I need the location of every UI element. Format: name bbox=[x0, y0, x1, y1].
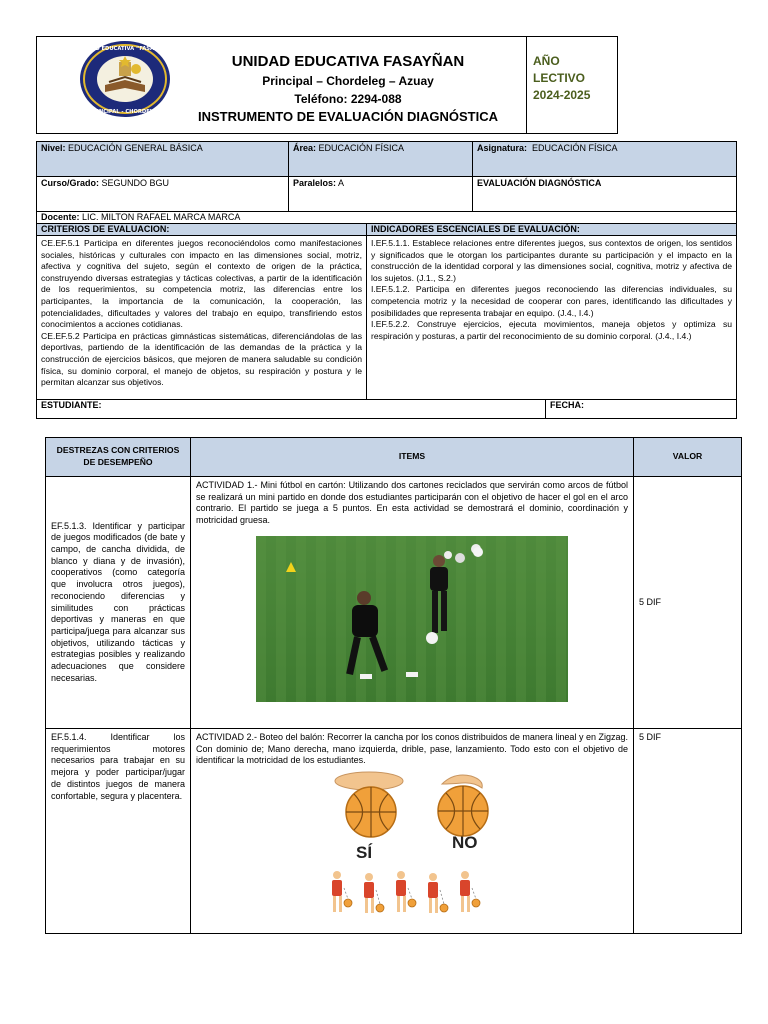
docente-value: LIC. MILTON RAFAEL MARCA MARCA bbox=[82, 212, 241, 222]
col-valor: VALOR bbox=[634, 438, 742, 477]
indicador-2: I.EF.5.1.2. Participa en diferentes juegos reconociendo las diferencias individuales, su competencia motriz y la necesidad de cooperar con pares, identificando las dificultades y posibilidades que representa trabajar en equipo. (J.4., I.4.) bbox=[371, 284, 733, 318]
destreza-1: EF.5.1.3. Identificar y participar de juegos modificados (de bate y campo, de cancha dividida, de blanco y diana y de invasión), cooperativos (como categoría que involucra otros juegos), reconociendo diferencias y similitudes con prácticas deportivas y maneras en que participa/juega para alcanzar sus objetivos, utilizando tácticas y estrategias posibles y realizando adecuaciones que considere necesarias. bbox=[46, 477, 191, 729]
school-phone: Teléfono: 2294-088 bbox=[294, 92, 402, 106]
paralelos-value: A bbox=[338, 178, 345, 188]
info-row-headers bbox=[37, 224, 737, 236]
col-items: ITEMS bbox=[191, 438, 634, 477]
nivel-cell bbox=[37, 142, 289, 177]
curso-cell bbox=[37, 177, 289, 212]
docente-label: Docente: bbox=[41, 212, 80, 222]
area-cell bbox=[289, 142, 473, 177]
header-box bbox=[36, 36, 618, 134]
items-header-row bbox=[46, 438, 742, 477]
indicadores-cell bbox=[367, 236, 737, 400]
school-year-line2: LECTIVO bbox=[533, 71, 586, 85]
label-si: SÍ bbox=[356, 843, 373, 862]
actividad-2: ACTIVIDAD 2.- Boteo del balón: Recorrer la cancha por los conos distribuidos de manera lineal y en Zigzag. Con dominio de; Mano derecha, mano izquierda, drible, pase, lanzamiento. Todo esto con el objetivo de identificar la motricidad de los estudiantes. bbox=[196, 732, 628, 766]
actividad-1: ACTIVIDAD 1.- Mini fútbol en cartón: Utilizando dos cartones reciclados que servirán como arcos de fútbol se realizará un mini partido en donde dos estudiantes participarán con el objetivo de hacer el gol en el arco contrario. El partido se juega a 5 puntos. En esta actividad se demostrará el dominio, coordinación y motricidad gruesa. bbox=[196, 480, 628, 526]
destreza-2: EF.5.1.4. Identificar los requerimientos motores necesarios para trabajar en su mejora y poder participar/jugar de distintos juegos de manera confortable, segura y placentera. bbox=[46, 729, 191, 934]
evaluacion-cell: EVALUACIÓN DIAGNÓSTICA bbox=[473, 177, 737, 212]
criterio-2: CE.EF.5.2 Participa en prácticas gimnásticas sistemáticas, diferenciándolas de las deportivas, partiendo de la identificación de las demandas de la práctica y la construcción de ejercicios básicos, que mejoren de manera saludable su condición física, su dominio corporal, el manejo de objetos, su respiración y postura y le permitan alcanzar sus objetivos. bbox=[41, 330, 362, 388]
criterio-1: CE.EF.5.1 Participa en diferentes juegos reconociéndolos como manifestaciones sociales, históricas y culturales con impacto en las dimensiones social, motriz, afectiva y cognitiva del sujeto, según el contexto de origen de la práctica, construyendo diversas estrategias y tácticas colectivas, a partir de la identificación de los requerimientos, su competencia motriz, las diferencias entre los participantes, la importancia de la comunicación, la cooperación, las potencialidades, dificultades y valores del trabajo en equipo, transfiriendo estos conocimientos a acciones cotidianas. bbox=[41, 238, 362, 330]
criterios-cell bbox=[37, 236, 367, 400]
area-label: Área: bbox=[293, 143, 317, 153]
svg-text:UNIDAD EDUCATIVA “FASAYÑAN”: UNIDAD EDUCATIVA “FASAYÑAN” bbox=[79, 46, 171, 52]
curso-value: SEGUNDO BGU bbox=[101, 178, 170, 188]
asignatura-label: Asignatura: bbox=[477, 143, 528, 153]
info-row-docente bbox=[37, 212, 737, 224]
estudiante-cell: ESTUDIANTE: bbox=[37, 400, 546, 419]
valor-1: 5 DIF bbox=[634, 477, 742, 729]
dribble-illustration bbox=[324, 770, 500, 932]
school-logo bbox=[79, 40, 171, 118]
indicador-3: I.EF.5.2.2. Construye ejercicios, ejecuta movimientos, maneja objetos y optimiza su respiración y posturas, a partir del reconocimiento de su dominio corporal. (J.4., I.4.) bbox=[371, 319, 733, 341]
col-destrezas: DESTREZAS CON CRITERIOS DE DESEMPEÑO bbox=[46, 438, 191, 477]
docente-cell bbox=[37, 212, 737, 224]
criterios-header: CRITERIOS DE EVALUACION: bbox=[37, 224, 367, 236]
fecha-cell: FECHA: bbox=[546, 400, 737, 419]
indicador-1: I.EF.5.1.1. Establece relaciones entre diferentes juegos, sus contextos de origen, los sentidos y significados que le otorgan los participantes durante su participación y el impacto en la construcción de la identidad corporal y las dimensiones social, cognitiva, motriz y afectiva de los sujetos. (J.1., S.2.) bbox=[371, 238, 733, 283]
info-row-estudiante bbox=[37, 400, 737, 419]
indicadores-header: INDICADORES ESCENCIALES DE EVALUACIÓN: bbox=[367, 224, 737, 236]
instrument-title: INSTRUMENTO DE EVALUACIÓN DIAGNÓSTICA bbox=[198, 109, 498, 124]
header-divider bbox=[526, 37, 527, 133]
asignatura-value: EDUCACIÓN FÍSICA bbox=[532, 143, 618, 153]
school-location: Principal – Chordeleg – Azuay bbox=[262, 74, 434, 88]
info-row-curso bbox=[37, 177, 737, 212]
school-year bbox=[533, 53, 590, 104]
nivel-value: EDUCACIÓN GENERAL BÁSICA bbox=[68, 143, 203, 153]
school-name: UNIDAD EDUCATIVA FASAYÑAN bbox=[231, 53, 465, 70]
label-no: NO bbox=[452, 833, 478, 852]
area-value: EDUCACIÓN FÍSICA bbox=[318, 143, 405, 153]
school-year-line1: AÑO bbox=[533, 54, 560, 68]
info-row-criterios bbox=[37, 236, 737, 400]
info-row-nivel bbox=[37, 142, 737, 177]
info-table bbox=[36, 141, 737, 419]
svg-text:PRINCIPAL - CHORDELEG: PRINCIPAL - CHORDELEG bbox=[89, 109, 161, 115]
paralelos-cell bbox=[289, 177, 473, 212]
school-year-line3: 2024-2025 bbox=[533, 88, 591, 102]
curso-label: Curso/Grado: bbox=[41, 178, 100, 188]
valor-2: 5 DIF bbox=[634, 729, 742, 934]
soccer-photo bbox=[256, 536, 568, 702]
nivel-label: Nivel: bbox=[41, 143, 66, 153]
paralelos-label: Paralelos: bbox=[293, 178, 337, 188]
asignatura-cell bbox=[473, 142, 737, 177]
